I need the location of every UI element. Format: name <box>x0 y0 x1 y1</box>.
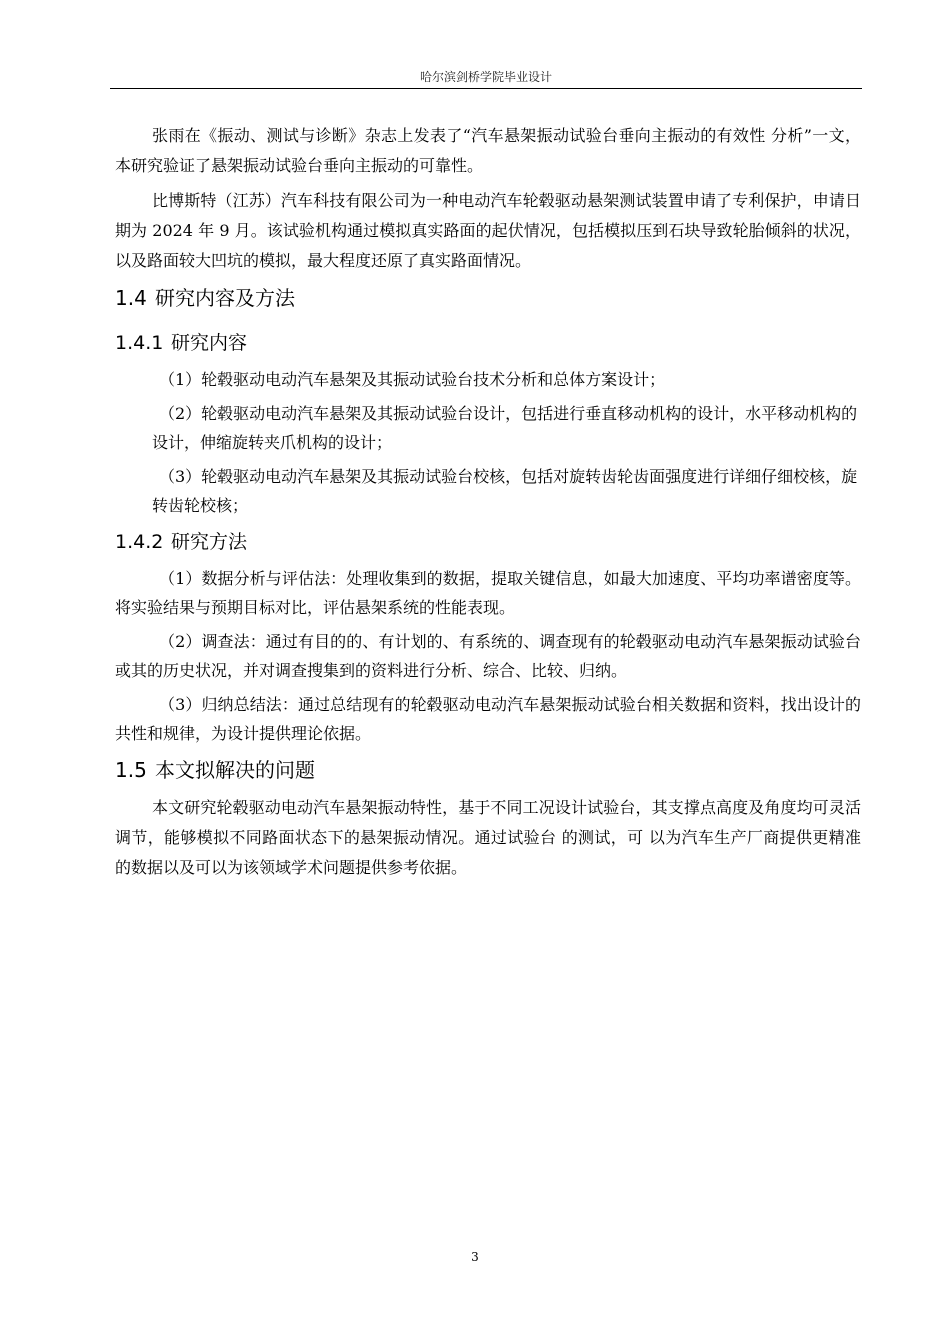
section-heading-1-5 <box>115 748 861 793</box>
section-number: 1.4 <box>115 286 147 310</box>
subsection-heading-1-4-1 <box>115 321 861 365</box>
subsection-number: 1.4.1 <box>115 332 164 354</box>
list-item: （1）轮毂驱动电动汽车悬架及其振动试验台技术分析和总体方案设计； <box>159 370 666 389</box>
list-item: （2）轮毂驱动电动汽车悬架及其振动试验台设计，包括进行垂直移动机构的设计，水平移动机构的设计，伸缩旋转夹爪机构的设计； <box>152 404 858 452</box>
header-divider <box>110 88 862 89</box>
section-number: 1.5 <box>115 758 147 782</box>
page-number: 3 <box>471 1250 479 1264</box>
list-item: （3）轮毂驱动电动汽车悬架及其振动试验台校核，包括对旋转齿轮齿面强度进行详细仔细校核，旋转齿轮校核； <box>152 467 858 515</box>
subsection-heading-1-4-2 <box>115 520 861 564</box>
section-title: 研究内容及方法 <box>155 286 295 310</box>
subsection-title: 研究方法 <box>171 531 248 553</box>
page-content <box>115 121 861 883</box>
paragraph-zhang-yu: 张雨在《振动、测试与诊断》杂志上发表了“汽车悬架振动试验台垂向主振动的有效性 分析”一文，本研究验证了悬架振动试验台垂向主振动的可靠性。 <box>115 126 861 175</box>
list-item: （1）数据分析与评估法：处理收集到的数据，提取关键信息，如最大加速度、平均功率谱密度等。 将实验结果与预期目标对比，评估悬架系统的性能表现。 <box>115 569 861 617</box>
list-item: （2）调查法：通过有目的的、有计划的、有系统的、调查现有的轮毂驱动电动汽车悬架振动试验台或其的历史状况，并对调查搜集到的资料进行分析、综合、比较、归纳。 <box>115 632 861 680</box>
section-heading-1-4 <box>115 276 861 321</box>
subsection-title: 研究内容 <box>171 332 248 354</box>
section-title: 本文拟解决的问题 <box>155 758 315 782</box>
subsection-number: 1.4.2 <box>115 531 164 553</box>
list-item: （3）归纳总结法：通过总结现有的轮毂驱动电动汽车悬架振动试验台相关数据和资料，找出设计的共性和规律，为设计提供理论依据。 <box>115 695 861 743</box>
page-header: 哈尔滨剑桥学院毕业设计 <box>419 70 552 84</box>
paragraph-patent: 比博斯特（江苏）汽车科技有限公司为一种电动汽车轮毂驱动悬架测试装置申请了专利保护，申请日期为 2024 年 9 月。该试验机构通过模拟真实路面的起伏情况，包括模拟压到石块导致轮胎倾斜的状况，以及路面较大凹坑的模拟，最大程度还原了真实路面情况。 <box>115 191 861 270</box>
paragraph-problem: 本文研究轮毂驱动电动汽车悬架振动特性，基于不同工况设计试验台，其支撑点高度及角度均可灵活调节，能够模拟不同路面状态下的悬架振动情况。通过试验台 的测试，可 以为汽车生产厂商提供更精准的数据以及可以为该领域学术问题提供参考依据。 <box>115 798 861 877</box>
